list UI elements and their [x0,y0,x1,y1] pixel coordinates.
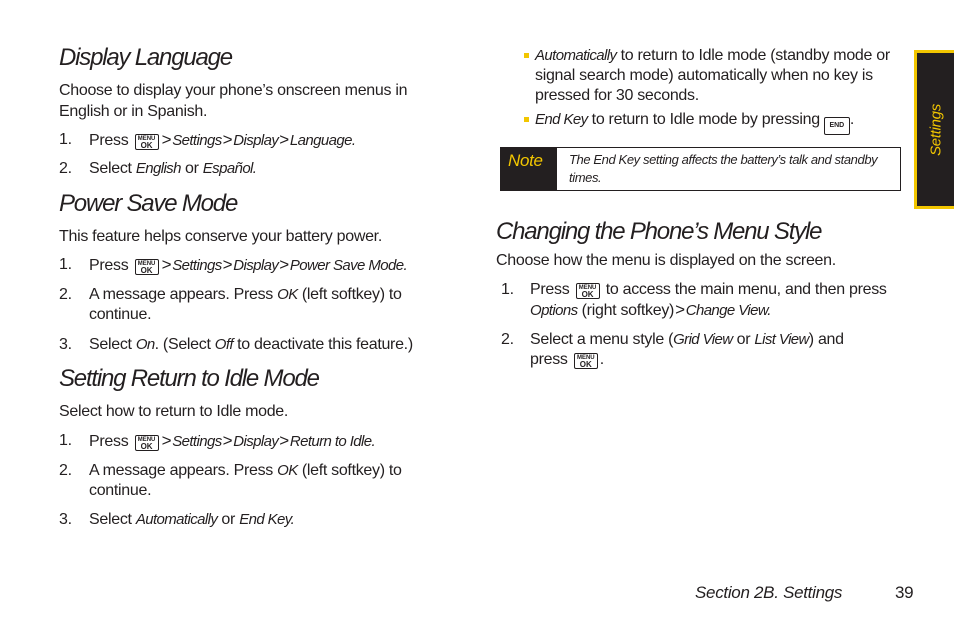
heading-display-language: Display Language [59,44,232,71]
end-key-icon: END [824,117,850,135]
intro-return-idle: Select how to return to Idle mode. [59,403,289,420]
bullet-square-icon [524,117,529,122]
menu-ok-key-icon: MENU OK [135,435,159,451]
footer-section: Section 2B. Settings [695,583,843,602]
page-number: 39 [895,583,914,602]
heading-return-idle: Setting Return to Idle Mode [59,365,319,392]
menu-ok-key-icon: MENU OK [574,353,598,369]
intro-power-save: This feature helps conserve your battery power. [59,228,382,245]
bullet-square-icon [524,53,529,58]
menu-ok-key-icon: MENU OK [135,134,159,150]
note-box [500,147,901,191]
heading-menu-style: Changing the Phone’s Menu Style [496,218,822,245]
heading-power-save: Power Save Mode [59,190,238,217]
note-text: The End Key setting affects the battery’s talk and standby times. [569,152,878,185]
intro-display-language: Choose to display your phone’s onscreen menus in English or in Spanish. [59,82,408,120]
menu-ok-key-icon: MENU OK [576,283,600,299]
intro-menu-style: Choose how the menu is displayed on the screen. [496,252,836,269]
side-tab-label: Settings [927,103,944,156]
note-label: Note [501,148,557,190]
section-side-tab [914,50,954,209]
menu-ok-key-icon: MENU OK [135,259,159,275]
